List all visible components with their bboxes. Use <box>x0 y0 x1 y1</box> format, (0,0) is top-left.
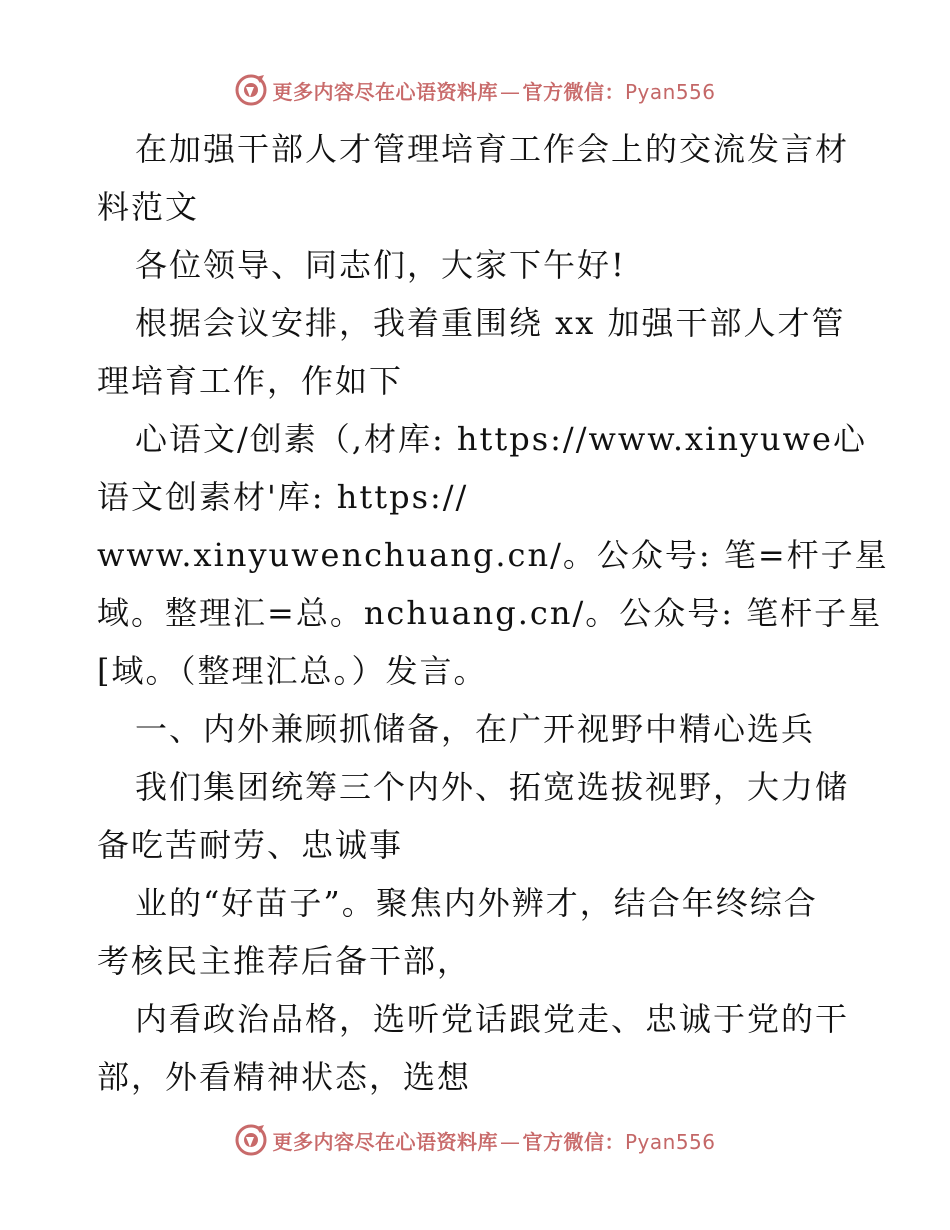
header-banner-dash: — <box>499 79 521 104</box>
footer-banner-handle: Pyan556 <box>624 1129 716 1154</box>
header-banner-main: 更多内容尽在心语资料库 <box>272 79 498 104</box>
doc-paragraph-line: 备吃苦耐劳、忠诚事 <box>97 826 404 864</box>
doc-section-heading: 一、内外兼顾抓储备，在广开视野中精心选兵 <box>135 710 816 748</box>
footer-banner-main: 更多内容尽在心语资料库 <box>272 1129 498 1154</box>
doc-paragraph-line: 考核民主推荐后备干部， <box>97 942 472 980</box>
doc-paragraph-line: [域。（整理汇总。）发言。 <box>97 652 488 690</box>
pen-logo-icon <box>234 1123 268 1157</box>
doc-paragraph-line: 内看政治品格，选听党话跟党走、忠诚于党的干 <box>135 1000 850 1038</box>
pen-logo-icon <box>234 73 268 107</box>
header-banner-handle: Pyan556 <box>624 79 716 104</box>
doc-paragraph-line: 域。整理汇=总。nchuang.cn/。公众号: 笔杆子星 <box>97 594 883 632</box>
doc-paragraph-line: 心语文/创素（,材库: https://www.xinyuwe心 <box>135 420 867 458</box>
doc-paragraph-line: 我们集团统筹三个内外、拓宽选拔视野，大力储 <box>135 768 850 806</box>
footer-banner-dash: — <box>499 1129 521 1154</box>
document-body <box>97 120 889 1106</box>
doc-paragraph-line: 业的“好苗子”。聚焦内外辨才，结合年终综合 <box>135 884 818 922</box>
doc-paragraph-line: www.xinyuwenchuang.cn/。公众号: 笔=杆子星 <box>97 536 889 574</box>
doc-paragraph-line: 根据会议安排，我着重围绕 xx 加强干部人才管 <box>135 304 846 342</box>
doc-paragraph-line: 部，外看精神状态，选想 <box>97 1058 472 1096</box>
doc-paragraph-line: 理培育工作，作如下 <box>97 362 404 400</box>
header-watermark-banner <box>0 70 950 110</box>
doc-greeting: 各位领导、同志们，大家下午好! <box>135 246 626 284</box>
doc-title-line-1: 在加强干部人才管理培育工作会上的交流发言材 <box>135 130 850 168</box>
doc-title-line-2: 料范文 <box>97 188 200 226</box>
footer-watermark-banner <box>0 1120 950 1160</box>
doc-paragraph-line: 语文创素材'库: https:// <box>97 478 469 516</box>
header-banner-contact: 官方微信： <box>522 79 625 104</box>
footer-banner-contact: 官方微信： <box>522 1129 625 1154</box>
